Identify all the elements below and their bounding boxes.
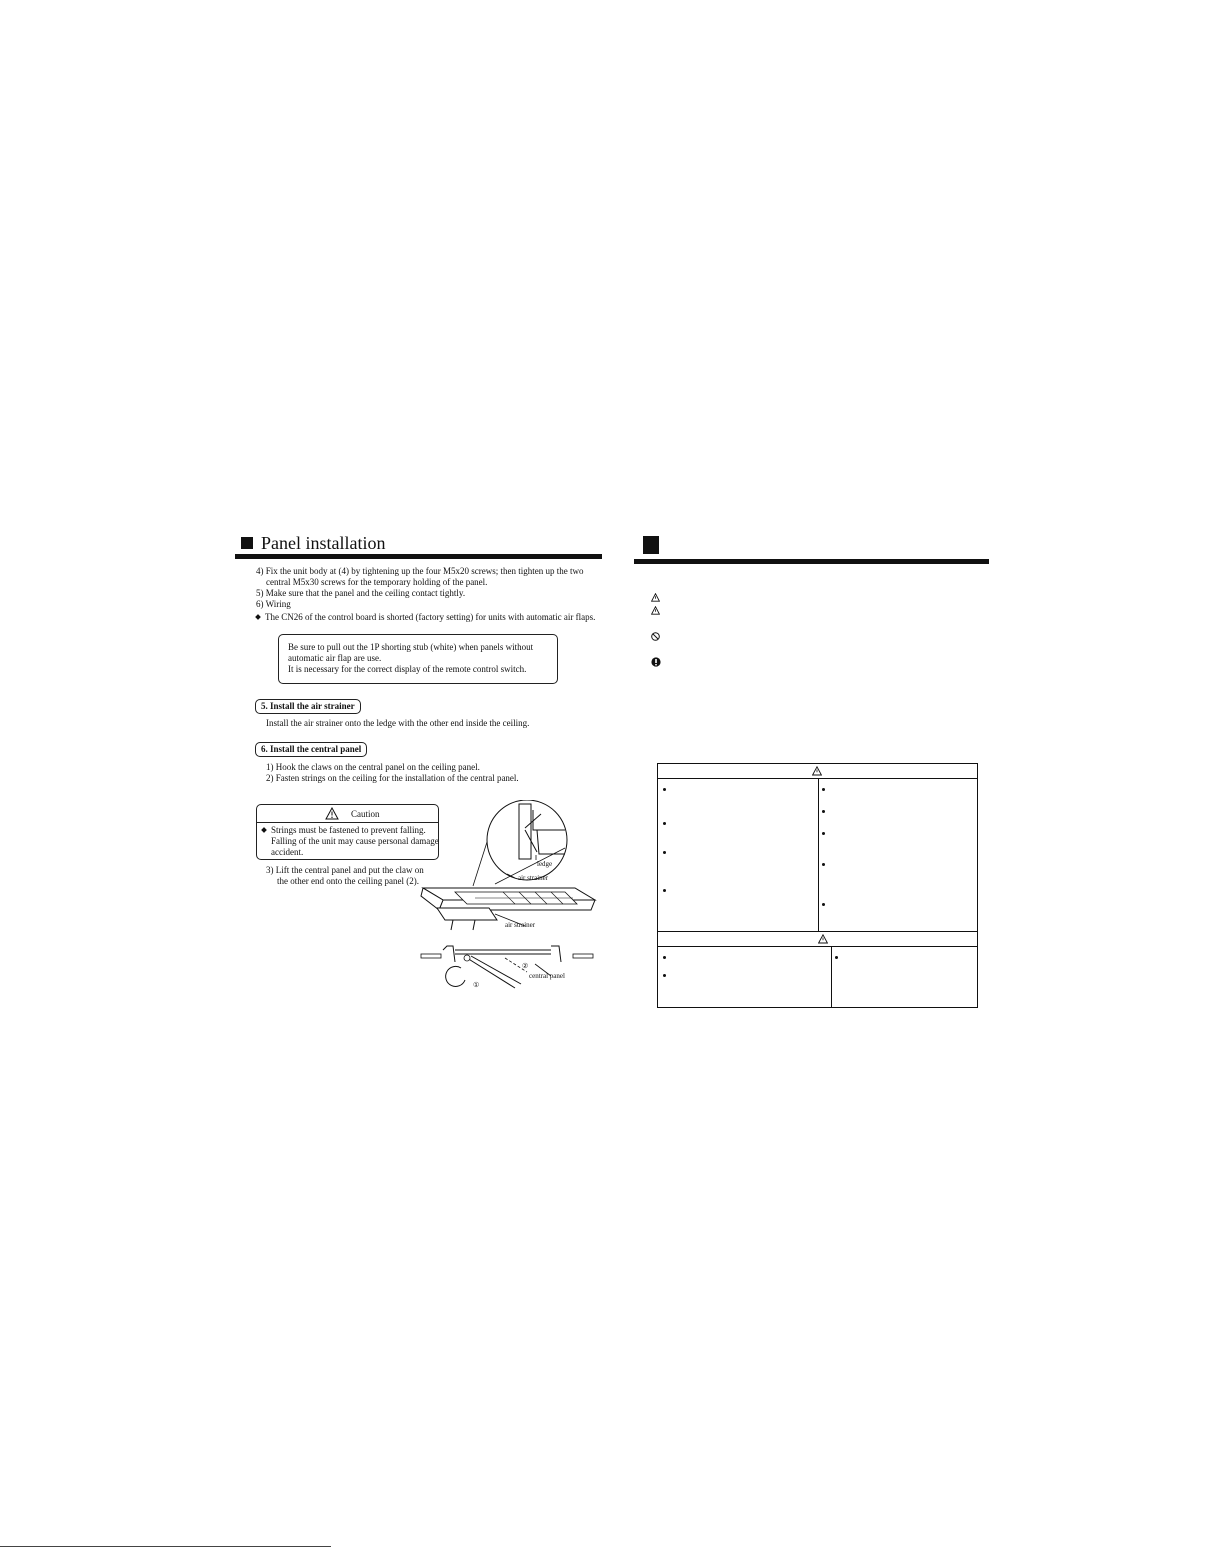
warning-bullet bbox=[663, 822, 666, 825]
bullet-diamond-icon bbox=[261, 827, 267, 833]
caution-header bbox=[257, 805, 438, 823]
mandatory-icon bbox=[651, 657, 661, 667]
warning-bullet bbox=[822, 788, 825, 791]
warning-table-header bbox=[658, 764, 977, 779]
caution-line-2: Falling of the unit may cause personal damage bbox=[271, 836, 439, 846]
step-4: 4) Fix the unit body at (4) by tightening up the four M5x20 screws; then tighten up the two bbox=[256, 566, 584, 576]
section-5-text: Install the air strainer onto the ledge with the other end inside the ceiling. bbox=[266, 718, 530, 728]
caution-box bbox=[256, 804, 439, 860]
caution-line-3: accident. bbox=[271, 847, 304, 857]
callout-number-2: ② bbox=[522, 962, 529, 970]
caution-bullet bbox=[663, 974, 666, 977]
step-6: 6) Wiring bbox=[256, 599, 291, 609]
bottom-rule bbox=[0, 1546, 331, 1547]
notice-box bbox=[278, 634, 558, 684]
warning-bullet bbox=[822, 903, 825, 906]
section-6-line-2: 2) Fasten strings on the ceiling for the installation of the central panel. bbox=[266, 773, 519, 783]
warning-bullet bbox=[822, 863, 825, 866]
page-title: Panel installation bbox=[261, 533, 386, 553]
notice-line-3: It is necessary for the correct display of the remote control switch. bbox=[288, 664, 527, 674]
right-title-rule bbox=[634, 559, 989, 564]
warning-bullet bbox=[822, 832, 825, 835]
caution-bullet bbox=[835, 956, 838, 959]
warning-triangle-icon bbox=[812, 766, 822, 776]
caution-bullet bbox=[663, 956, 666, 959]
right-title-square-icon bbox=[643, 536, 659, 554]
warning-triangle-icon bbox=[325, 807, 339, 820]
notice-line-1: Be sure to pull out the 1P shorting stub (white) when panels without bbox=[288, 642, 534, 652]
section-6-line-1: 1) Hook the claws on the central panel on the ceiling panel. bbox=[266, 762, 480, 772]
warning-table bbox=[657, 763, 978, 1008]
warning-bullet bbox=[663, 889, 666, 892]
caution-title: Caution bbox=[351, 809, 380, 819]
step-3-line-2: the other end onto the ceiling panel (2). bbox=[277, 876, 419, 886]
warning-bullet bbox=[822, 810, 825, 813]
installation-diagram bbox=[415, 800, 605, 1000]
title-square-icon bbox=[241, 537, 253, 549]
title-rule bbox=[235, 554, 602, 559]
step-3-line-1: 3) Lift the central panel and put the claw on bbox=[266, 865, 424, 875]
warning-bullet bbox=[663, 788, 666, 791]
notice-line-2: automatic air flap are use. bbox=[288, 653, 382, 663]
ledge-detail-circle bbox=[487, 800, 567, 880]
central-panel-label: central panel bbox=[529, 972, 565, 980]
callout-number-1: ① bbox=[473, 981, 480, 989]
central-panel-drawing bbox=[421, 946, 593, 988]
section-5-heading: 5. Install the air strainer bbox=[255, 699, 361, 714]
caution-triangle-icon bbox=[651, 606, 660, 615]
ledge-label: ledge bbox=[537, 860, 553, 868]
caution-table-header bbox=[658, 932, 977, 947]
wiring-note: The CN26 of the control board is shorted (factory setting) for units with automatic air flaps. bbox=[254, 612, 595, 623]
ceiling-panel-drawing bbox=[421, 888, 595, 910]
step-5: 5) Make sure that the panel and the ceiling contact tightly. bbox=[256, 588, 466, 598]
warning-triangle-icon bbox=[651, 593, 660, 602]
warning-bullet bbox=[663, 851, 666, 854]
caution-table-divider bbox=[831, 947, 832, 1008]
caution-triangle-icon bbox=[818, 934, 828, 944]
caution-line-1: Strings must be fastened to prevent falling. bbox=[260, 825, 426, 836]
bullet-diamond-icon bbox=[255, 614, 261, 620]
air-strainer-label-lower: air strainer bbox=[505, 921, 536, 929]
warning-table-divider bbox=[818, 778, 819, 931]
step-4-cont: central M5x30 screws for the temporary holding of the panel. bbox=[266, 577, 488, 587]
prohibition-icon bbox=[651, 632, 660, 641]
section-6-heading: 6. Install the central panel bbox=[255, 742, 367, 757]
air-strainer-label-upper: air strainer bbox=[518, 874, 549, 882]
